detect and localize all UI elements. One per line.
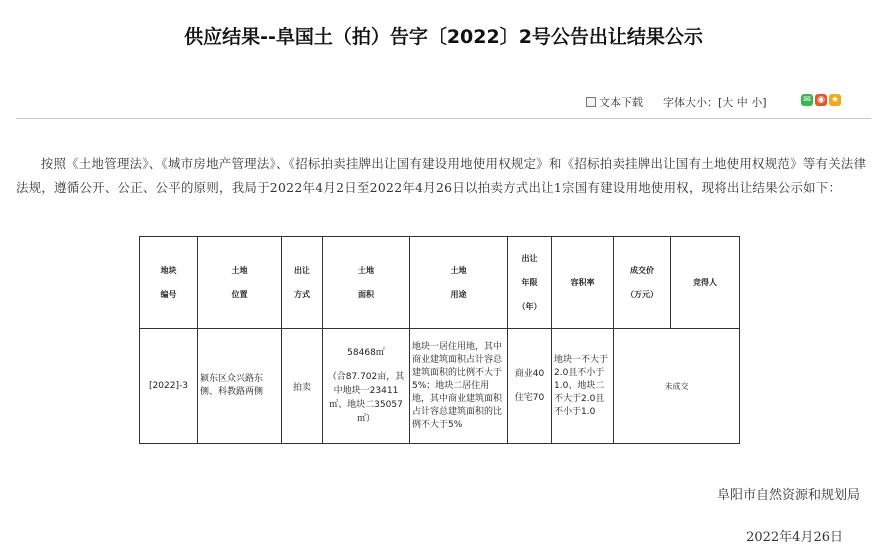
favorite-share-icon[interactable]: ★ — [830, 95, 840, 105]
cell-term: 商业40 住宅70 — [508, 329, 552, 444]
header-price: 成交价 （万元） — [614, 237, 671, 329]
divider — [16, 118, 871, 119]
area-detail: （合87.702亩，其中地块一23411㎡、地块二35057㎡） — [327, 372, 405, 424]
header-term: 出让 年限 （年） — [508, 237, 552, 329]
result-table — [139, 236, 740, 444]
share-buttons — [801, 94, 841, 106]
header-far: 容积率 — [552, 237, 614, 329]
cell-area — [323, 329, 410, 444]
cell-use: 地块一居住用地，其中商业建筑面积占计容总建筑面积的比例不大于5%；地块二居住用地，其中商业建筑面积占计容总建筑面积的比例不大于5% — [410, 329, 508, 444]
article-toolbar — [0, 94, 887, 110]
announcement-paragraph: 按照《土地管理法》、《城市房地产管理法》、《招标拍卖挂牌出让国有建设用地使用权规定》和《招标拍卖挂牌出让国有土地使用权规范》等有关法律法规，遵循公开、公正、公平的原则，我局于2022年4月2日至2022年4月26日以拍卖方式出让1宗国有建设用地使用权，现将出让结果公示如下： — [16, 156, 867, 195]
cell-result: 未成交 — [614, 329, 740, 444]
header-parcel: 地块 编号 — [140, 237, 198, 329]
page-title: 供应结果--阜国土（拍）告字〔2022〕2号公告出让结果公示 — [184, 26, 703, 48]
cell-parcel: [2022]-3 — [140, 329, 198, 444]
cell-far: 地块一不大于2.0且不小于1.0、地块二不大于2.0且不小于1.0 — [552, 329, 614, 444]
font-size-control — [663, 94, 767, 110]
header-method: 出让 方式 — [282, 237, 323, 329]
download-label: 文本下载 — [599, 96, 643, 109]
font-size-close: ] — [762, 96, 767, 109]
document-icon — [586, 97, 596, 107]
table-header-row — [140, 237, 740, 329]
wechat-share-icon[interactable]: ✉ — [801, 94, 813, 106]
signature: 阜阳市自然资源和规划局 — [716, 488, 860, 503]
cell-method: 拍卖 — [282, 329, 323, 444]
header-location: 土地 位置 — [198, 237, 282, 329]
cell-location: 颍东区众兴路东侧、科教路两侧 — [198, 329, 282, 444]
publish-date: 2022年4月26日 — [746, 530, 843, 545]
download-link[interactable] — [586, 94, 643, 110]
area-main: 58468㎡ — [347, 348, 385, 358]
font-medium-option[interactable]: 中 — [736, 96, 748, 109]
weibo-share-icon[interactable]: ◉ — [815, 94, 827, 106]
font-large-option[interactable]: 大 — [722, 96, 734, 109]
table-row — [140, 329, 740, 444]
header-area: 土地 面积 — [323, 237, 410, 329]
header-use: 土地 用途 — [410, 237, 508, 329]
header-winner: 竞得人 — [671, 237, 740, 329]
font-size-label: 字体大小：[ — [663, 96, 723, 109]
font-small-option[interactable]: 小 — [751, 96, 763, 109]
